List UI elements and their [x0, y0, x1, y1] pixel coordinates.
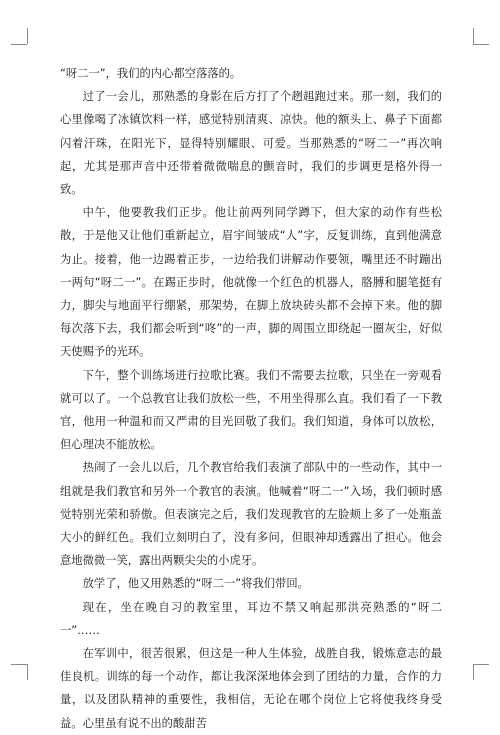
paragraph: 过了一会儿，那熟悉的身影在后方打了个趔趄跑过来。那一刻，我们的心里像喝了冰镇饮料一样，感觉特别清爽、凉快。他的额头上、鼻子下面都闪着汗珠，在阳光下，显得特别耀眼、可爱。当那熟悉的“呀二一”再次响起，尤其是那声音中还带着微微喘息的颤音时，我们的步调更是格外得一致。 — [60, 90, 442, 197]
paragraph: 放学了，他又用熟悉的“呀二一”将我们带回。 — [82, 577, 309, 591]
paragraph: 现在，坐在晚自习的教室里，耳边不禁又响起那洪亮熟悉的“呀二一”…… — [60, 600, 442, 637]
paragraph: 下午，整个训练场进行拉歌比赛。我们不需要去拉歌，只坐在一旁观看就可以了。一个总教官让我们放松一些，不用坐得那么直。我们看了一下教官，他用一种温和而又严肃的目光回敬了我们。我们知道，身体可以放松，但心理决不能放松。 — [60, 368, 442, 452]
paragraph: “呀二一”，我们的内心都空落落的。 — [60, 67, 242, 80]
paragraph: 在军训中，很苦很累，但这是一种人生体验，战胜自我，锻炼意志的最佳良机。训练的每一个动作，都让我深深地体会到了团结的力量，合作的力量，以及团队精神的重要性，我相信，无论在哪个岗位上它将使我终身受益。心里虽有说不出的酸甜苦 — [60, 647, 442, 730]
paragraph: 热闹了一会儿以后，几个教官给我们表演了部队中的一些动作，其中一组就是我们教官和另外一个教官的表演。他喊着“呀二一”入场，我们顿时感觉特别光荣和骄傲。但表演完之后，我们发现教官的左脸颊上多了一处瓶盖大小的鲜红色。我们立刻明白了，没有多问，但眼神却透露出了担心。他会意地微微一笑，露出两颗尖尖的小虎牙。 — [60, 461, 442, 568]
paragraph: 中午，他要教我们正步。他让前两列同学蹲下，但大家的动作有些松散，于是他又让他们重新起立，眉宇间皱成“人”字，反复训练，直到他满意为止。接着，他一边踢着正步，一边给我们讲解动作要领，嘴里还不时蹦出一两句“呀二一”。在踢正步时，他就像一个红色的机器人，胳膊和腿笔挺有力，脚尖与地面平行绷紧，那架势，在脚上放块砖头都不会掉下来。他的脚每次落下去，我们都会听到“咚”的一声，脚的周围立即绕起一圈灰尘，好似天使赐予的光环。 — [60, 206, 442, 359]
document-body — [60, 62, 442, 735]
